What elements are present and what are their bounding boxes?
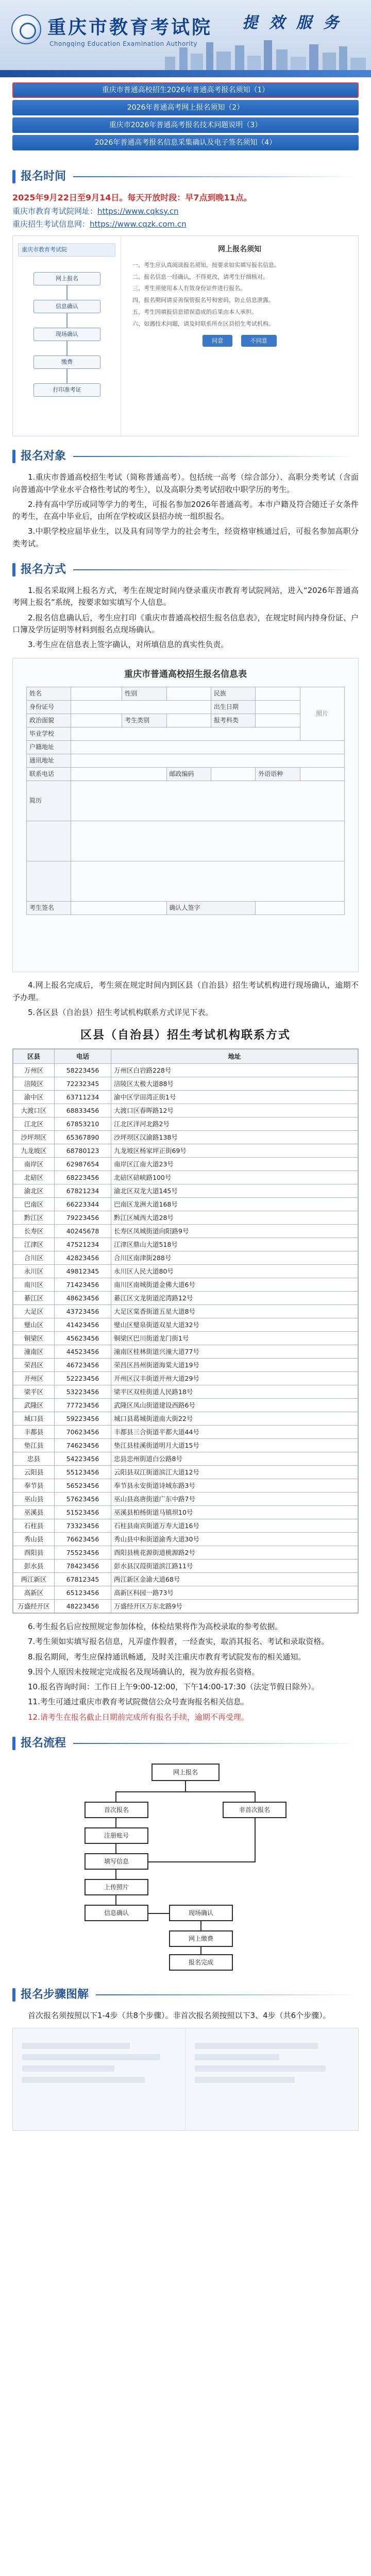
system-flow [18,272,115,406]
table-row [13,1171,358,1184]
notice-link-3[interactable]: 重庆市2026年普通高考报名技术问题说明（3） [12,117,359,133]
phone-cell: 52223456 [55,1372,111,1385]
phone-cell: 46723456 [55,1359,111,1372]
address-cell: 大渡口区春晖路12号 [111,1104,358,1117]
flow-start: 网上报名 [151,1764,220,1781]
district-cell: 彭水县 [13,1560,55,1573]
flow-step: 缴费 [33,355,100,369]
district-cell: 合川区 [13,1251,55,1265]
section-steps-heading [12,1986,359,2004]
phone-cell: 68223456 [55,1171,111,1184]
district-cell: 奉节县 [13,1479,55,1493]
table-row [13,1225,358,1238]
logo-emblem-icon [11,14,41,44]
phone-cell: 71423456 [55,1278,111,1292]
table-row [13,1412,358,1426]
process-flowchart [12,1758,359,1975]
registration-form-sample [12,658,359,972]
district-cell: 大渡口区 [13,1104,55,1117]
section-title: 报名时间 [21,170,66,183]
flow-step: 网上缴费 [169,1930,233,1947]
phone-cell: 65367890 [55,1131,111,1144]
registration-system-screenshot [12,235,359,436]
notice-line: 四、报名期间请妥善保管报名号和密码，防止信息泄露。 [132,297,274,304]
address-cell: 忠县忠州街道白公路8号 [111,1452,358,1466]
flow-returning: 非首次报名 [223,1802,286,1818]
agree-button[interactable]: 同意 [203,335,232,347]
address-cell: 大足区棠香街道五星大道8号 [111,1305,358,1318]
contacts-table-wrap [12,1048,359,1614]
table-row [13,1385,358,1399]
table-row [13,1452,358,1466]
form-title: 重庆市普通高校招生报名信息表 [124,669,247,680]
notice-heading: 网上报名须知 [218,245,261,254]
phone-cell: 48223456 [55,1600,111,1613]
address-cell: 永川区人民大道80号 [111,1265,358,1278]
paragraph: 10.报名咨询时间：工作日上午9:00-12:00，下午14:00-17:30（法定节假日除外）。 [28,1682,319,1692]
district-cell: 渝中区 [13,1091,55,1104]
phone-cell: 72232345 [55,1077,111,1091]
phone-cell: 67821234 [55,1184,111,1198]
address-cell: 垫江县桂溪街道明月大道15号 [111,1439,358,1452]
address-cell: 巫山县高唐街道广东中路7号 [111,1493,358,1506]
phone-cell: 48623456 [55,1292,111,1305]
banner-stripe [0,70,371,77]
address-cell: 万州区白岩路228号 [111,1064,358,1077]
table-row [13,1399,358,1412]
table-row [13,1265,358,1278]
phone-cell: 68833456 [55,1104,111,1117]
phone-cell: 63711234 [55,1091,111,1104]
address-cell: 渝中区学田湾正街1号 [111,1091,358,1104]
address-cell: 长寿区凤城街道向阳路9号 [111,1225,358,1238]
district-cell: 忠县 [13,1452,55,1466]
address-cell: 荣昌区昌州街道海棠大道19号 [111,1359,358,1372]
phone-cell: 58223456 [55,1064,111,1077]
address-cell: 秀山县中和街道渝秀大道30号 [111,1533,358,1546]
phone-cell: 66223344 [55,1198,111,1211]
flow-first-time: 首次报名 [85,1802,148,1818]
table-row [13,1198,358,1211]
address-cell: 酉阳县桃花源街道桃源路2号 [111,1546,358,1560]
table-row [13,1211,358,1225]
table-row [13,1144,358,1158]
notice-link-4[interactable]: 2026年普通高考报名信息采集确认及电子签名须知（4） [12,135,359,150]
district-cell: 江津区 [13,1238,55,1251]
phone-cell: 78423456 [55,1560,111,1573]
address-cell: 丰都县三合街道平都大道44号 [111,1426,358,1439]
table-row [13,1292,358,1305]
district-cell: 丰都县 [13,1426,55,1439]
phone-cell: 65123456 [55,1586,111,1600]
address-cell: 渝北区双龙大道145号 [111,1184,358,1198]
phone-cell: 68780123 [55,1144,111,1158]
table-row [13,1372,358,1385]
table-row [13,1184,358,1198]
phone-cell: 59223456 [55,1412,111,1426]
column-header: 区县 [13,1049,55,1064]
table-row [13,1439,358,1452]
address-cell: 铜梁区巴川街道龙门街1号 [111,1332,358,1345]
site-slogan: 提 效 服 务 [242,14,342,32]
paragraph: 5.各区县（自治县）招生考试机构联系方式详见下表。 [28,1007,213,1017]
phone-cell: 49812345 [55,1265,111,1278]
flow-step: 信息确认 [85,1905,148,1921]
district-cell: 永川区 [13,1265,55,1278]
table-row [13,1064,358,1077]
address-cell: 江津区鼎山大道518号 [111,1238,358,1251]
address-cell: 巫溪县柏杨街道马镇坝10号 [111,1506,358,1519]
phone-cell: 44523456 [55,1345,111,1359]
phone-cell: 54223456 [55,1452,111,1466]
section-object-heading [12,448,359,465]
phone-cell: 53223456 [55,1385,111,1399]
table-row [13,1117,358,1131]
address-cell: 奉节县永安街道诗城东路3号 [111,1479,358,1493]
address-cell: 綦江区文龙街道沱湾路12号 [111,1292,358,1305]
phone-cell: 51523456 [55,1506,111,1519]
table-row [13,1479,358,1493]
section-time-heading [12,168,359,185]
phone-cell: 62987654 [55,1158,111,1171]
notice-line: 一、考生应认真阅读报名须知，按要求如实填写报名信息。 [132,262,280,269]
table-row [13,1359,358,1372]
phone-cell: 73323456 [55,1519,111,1533]
table-row [13,1426,358,1439]
site-banner [0,0,371,77]
district-cell: 巫山县 [13,1493,55,1506]
notice-list [0,77,371,157]
district-cell: 高新区 [13,1586,55,1600]
paragraph: 3.考生应在信息表上签字确认，对所填信息的真实性负责。 [28,640,229,650]
flow-step: 注册账号 [85,1827,148,1844]
district-cell: 九龙坡区 [13,1144,55,1158]
district-cell: 南川区 [13,1278,55,1292]
table-row [13,1600,358,1613]
phone-cell: 41423456 [55,1318,111,1332]
heading-bar-icon [12,1988,15,2002]
form-table: 姓名 性别 民族 照片 身份证号 出生日期 政治面貌 考生类别 报考科类 毕业学校 户籍地址 通讯地址 联系电话 邮政编码 外语语种 简历 考生签名 确认人签字 [26,687,345,915]
site-subtitle: Chongqing Education Examination Authority [49,40,197,47]
paragraph: 7.考生须如实填写报名信息，凡弄虚作假者，一经查实，取消其报名、考试和录取资格。 [28,1637,329,1647]
district-cell: 石柱县 [13,1519,55,1533]
district-cell: 荣昌区 [13,1359,55,1372]
table-row [13,1466,358,1479]
table-row [13,1586,358,1600]
contacts-body [13,1064,358,1613]
flow-step: 网上报名 [33,272,100,285]
system-brand: 重庆市教育考试院 [18,243,115,257]
table-row [13,1519,358,1533]
heading-bar-icon [12,450,15,463]
district-cell: 城口县 [13,1412,55,1426]
paragraph: 3.中职学校应届毕业生，以及具有同等学力的社会考生，经资格审核通过后，可报名参加高职分类考试。 [12,527,359,548]
address-cell: 沙坪坝区汉渝路138号 [111,1131,358,1144]
district-cell: 璧山区 [13,1318,55,1332]
address-cell: 开州区汉丰街道开州大道29号 [111,1372,358,1385]
phone-cell: 70623456 [55,1426,111,1439]
district-cell: 铜梁区 [13,1332,55,1345]
phone-cell: 67853210 [55,1117,111,1131]
contacts-title: 区县（自治县）招生考试机构联系方式 [80,1029,291,1042]
site2-link-row: 重庆招生考试信息网：https://www.cqzk.com.cn [12,219,187,229]
district-cell: 开州区 [13,1372,55,1385]
site-title: 重庆市教育考试院 [47,16,213,38]
paragraph: 11.考生可通过重庆市教育考试院微信公众号查询报名相关信息。 [28,1697,249,1707]
highlight-paragraph: 12.请考生在报名截止日期前完成所有报名手续，逾期不再受理。 [28,1712,249,1722]
district-cell: 北碚区 [13,1171,55,1184]
notice-line: 五、考生因填报信息错误造成的后果由本人承担。 [132,308,257,315]
address-cell: 璧山区璧泉街道双星大道32号 [111,1318,358,1332]
phone-cell: 57623456 [55,1493,111,1506]
notice-line: 三、考生须使用本人有效身份证件进行报名。 [132,285,246,292]
notice-link-2[interactable]: 2026年普通高考网上报名须知（2） [12,100,359,115]
notice-line: 六、如遇技术问题，请及时联系所在区县招生考试机构。 [132,320,274,327]
flow-step: 信息确认 [33,300,100,313]
address-cell: 梁平区双桂街道人民路18号 [111,1385,358,1399]
flow-end: 报名完成 [169,1954,233,1971]
section-title: 报名流程 [21,1736,66,1750]
site2-link[interactable]: https://www.cqzk.com.cn [90,219,187,229]
table-row [13,1158,358,1171]
column-header: 电话 [55,1049,111,1064]
paragraph: 2.持有高中学历或同等学力的考生，可报名参加2026年普通高考。本市户籍及符合随迁子女条件的考生，在高中毕业后，由所在学校或区县招办统一组织报名。 [12,499,359,521]
district-cell: 渝北区 [13,1184,55,1198]
district-cell: 涪陵区 [13,1077,55,1091]
notice-link-1[interactable]: 重庆市普通高校招生2026年普通高考报名须知（1） [12,82,359,98]
phone-cell: 42823456 [55,1251,111,1265]
address-cell: 南岸区江南大道23号 [111,1158,358,1171]
district-cell: 两江新区 [13,1573,55,1586]
district-cell: 江北区 [13,1117,55,1131]
phone-cell: 77723456 [55,1399,111,1412]
site-link[interactable]: https://www.cqksy.cn [97,206,179,216]
registration-time: 2025年9月22日至9月14日。每天开放时段：早7点到晚11点。 [12,193,252,203]
flow-step: 打印准考证 [33,383,100,397]
column-header: 地址 [111,1049,358,1064]
table-row [13,1278,358,1292]
district-cell: 黔江区 [13,1211,55,1225]
district-cell: 梁平区 [13,1385,55,1399]
district-cell: 潼南区 [13,1345,55,1359]
table-row [13,1131,358,1144]
address-cell: 万盛经开区万东北路9号 [111,1600,358,1613]
article-content [0,168,371,2131]
district-cell: 綦江区 [13,1292,55,1305]
phone-cell: 43723456 [55,1305,111,1318]
phone-cell: 47521234 [55,1238,111,1251]
district-cell: 南岸区 [13,1158,55,1171]
contacts-table [13,1049,358,1613]
district-cell: 万盛经开区 [13,1600,55,1613]
address-cell: 高新区科园一路73号 [111,1586,358,1600]
district-cell: 秀山县 [13,1533,55,1546]
flow-step: 现场确认 [33,328,100,341]
paragraph: 1.重庆市普通高校招生考试（简称普通高考）。包括统一高考（综合部分）、高职分类考试（含面向普通高中学业水平合格性考试的考生），以及高职分类考试招收中职学历的考生。 [12,472,359,494]
phone-cell: 45623456 [55,1332,111,1345]
phone-cell: 76623456 [55,1533,111,1546]
district-cell: 云阳县 [13,1466,55,1479]
paragraph: 8.报名期间，考生应保持通讯畅通，及时关注重庆市教育考试院发布的相关通知。 [28,1652,306,1662]
heading-bar-icon [12,1737,15,1750]
table-row [13,1332,358,1345]
address-cell: 城口县葛城街道南大街22号 [111,1412,358,1426]
paragraph: 6.考生报名后应按照规定参加体检，体检结果将作为高校录取的参考依据。 [28,1622,283,1632]
district-cell: 长寿区 [13,1225,55,1238]
table-row [13,1573,358,1586]
address-cell: 石柱县南宾街道万寿大道16号 [111,1519,358,1533]
table-row [13,1318,358,1332]
flow-step: 现场确认 [169,1905,233,1921]
district-cell: 武隆区 [13,1399,55,1412]
flow-step: 上传照片 [85,1879,148,1895]
district-cell: 巴南区 [13,1198,55,1211]
address-cell: 合川区南津街288号 [111,1251,358,1265]
district-cell: 垫江县 [13,1439,55,1452]
paragraph: 4.网上报名完成后，考生须在规定时间内到区县（自治县）招生考试机构进行现场确认，逾期不予办理。 [12,980,359,1002]
district-cell: 沙坪坝区 [13,1131,55,1144]
phone-cell: 55123456 [55,1466,111,1479]
table-row [13,1506,358,1519]
address-cell: 两江新区金渝大道68号 [111,1573,358,1586]
phone-cell: 79223456 [55,1211,111,1225]
phone-cell: 67812345 [55,1573,111,1586]
table-row [13,1546,358,1560]
site-link-row: 重庆市教育考试院网址：https://www.cqksy.cn [12,206,179,216]
address-cell: 潼南区桂林街道兴潼大道77号 [111,1345,358,1359]
address-cell: 彭水县汉葭街道滨江路11号 [111,1560,358,1573]
table-row [13,1305,358,1318]
section-process-heading [12,1735,359,1752]
district-cell: 大足区 [13,1305,55,1318]
address-cell: 武隆区凤山街道建设西路6号 [111,1399,358,1412]
phone-cell: 56523456 [55,1479,111,1493]
table-row [13,1091,358,1104]
disagree-button[interactable]: 不同意 [241,335,277,347]
section-method-heading [12,561,359,579]
paragraph: 2.报名信息确认后，考生应打印《重庆市普通高校招生报名信息表》，在规定时间内持身份证、户口簿及学历证明等材料到报名点现场确认。 [12,613,359,634]
address-cell: 江北区洋河北路2号 [111,1117,358,1131]
steps-illustration [12,2028,359,2131]
address-cell: 巴南区龙洲大道168号 [111,1198,358,1211]
photo-slot: 照片 [300,687,344,740]
phone-cell: 40245678 [55,1225,111,1238]
heading-bar-icon [12,563,15,577]
address-cell: 南川区南城街道金佛大道6号 [111,1278,358,1292]
paragraph: 9.因个人原因未按规定完成报名及现场确认的，视为放弃报名资格。 [28,1667,260,1676]
table-row [13,1251,358,1265]
address-cell: 涪陵区太极大道88号 [111,1077,358,1091]
section-title: 报名步骤图解 [21,1988,89,2002]
table-row [13,1493,358,1506]
table-row [13,1533,358,1546]
phone-cell: 75523456 [55,1546,111,1560]
address-cell: 黔江区城西大道28号 [111,1211,358,1225]
section-title: 报名方式 [21,563,66,576]
section-title: 报名对象 [21,450,66,463]
flow-step: 填写信息 [85,1853,148,1870]
table-row [13,1560,358,1573]
district-cell: 巫溪县 [13,1506,55,1519]
address-cell: 北碚区碚峡路100号 [111,1171,358,1184]
address-cell: 九龙坡区杨家坪正街69号 [111,1144,358,1158]
table-row [13,1238,358,1251]
district-cell: 万州区 [13,1064,55,1077]
table-row [13,1077,358,1091]
heading-bar-icon [12,170,15,183]
table-row [13,1104,358,1117]
paragraph: 1.报名采取网上报名方式，考生在规定时间内登录重庆市教育考试院网站，进入“2026年普通高考网上报名”系统，按要求如实填写个人信息。 [12,586,359,607]
phone-cell: 74623456 [55,1439,111,1452]
table-row [13,1345,358,1359]
district-cell: 酉阳县 [13,1546,55,1560]
paragraph: 首次报名须按照以下1-4步（共8个步骤）。非首次报名须按照以下3、4步（共6个步骤）。 [28,2011,331,2021]
notice-line: 二、报名信息一经确认，不得更改，请考生仔细核对。 [132,273,268,280]
address-cell: 云阳县双江街道滨江大道12号 [111,1466,358,1479]
